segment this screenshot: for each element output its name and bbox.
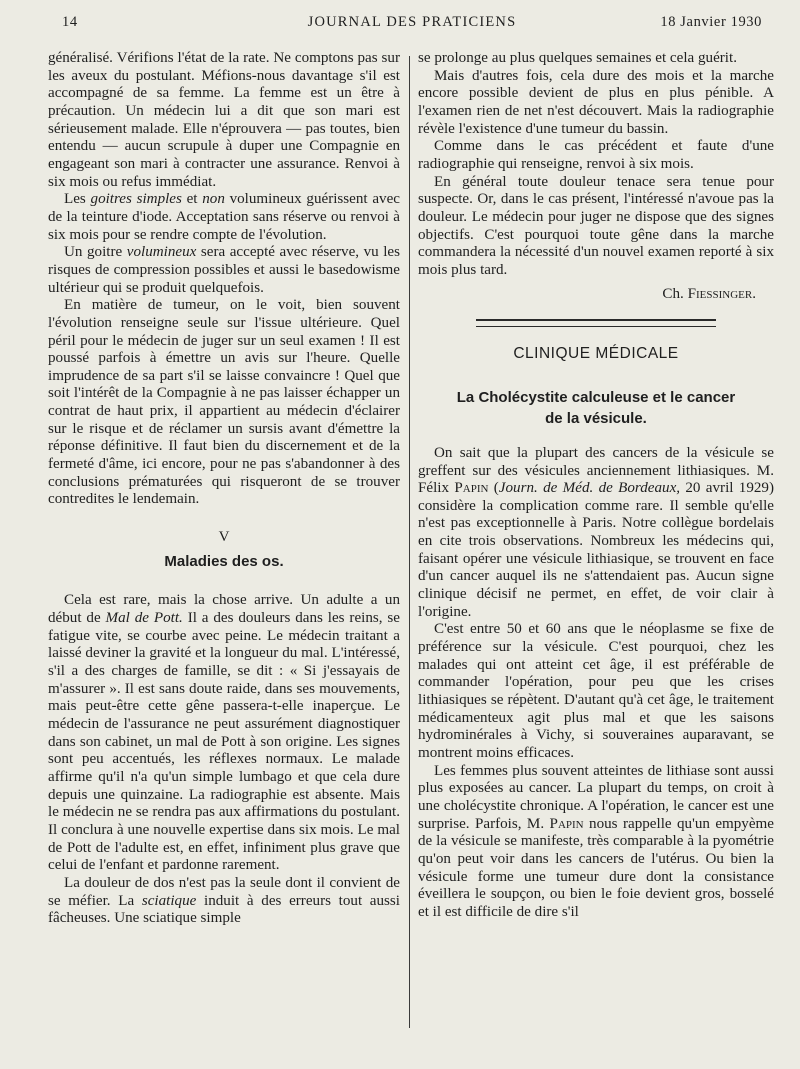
page-header — [62, 12, 762, 36]
text-run: Les femmes plus souvent atteintes de lithiase sont aussi plus exposées au cancer. La plupart du temps, on croit à une cholécystite chronique. A l'opération, le cancer est une surprise. Parfois, M. — [418, 762, 774, 832]
text-run: volumineux guérissent avec de la teinture d'iode. Acceptation sans réserve ou renvoi à six mois pour se rendre compte de l'évolution. — [48, 191, 400, 243]
text-run: nous rappelle qu'un empyème de la vésicule se manifeste, très comparable à la pyométrie qu'on peut voir dans les cancers de l'utérus. Ou bien la vésicule forme une tumeur dure dont la consistance éveillera le soupçon, ou bien le foie devient gros, bosselé et il est difficile de dire s'il — [418, 815, 774, 920]
italic-text: non — [202, 191, 225, 208]
issue-date: 18 Janvier 1930 — [660, 14, 762, 30]
article-title-line: La Cholécystite calculeuse et le cancer — [456, 388, 736, 406]
italic-text: volumineux — [126, 244, 197, 261]
rubric-heading: CLINIQUE MÉDICALE — [513, 345, 679, 363]
text-run: sera accepté avec réserve, vu les risques de compression possibles et aussi le basedowisme ultérieur qui se produit quelquefois. — [48, 244, 400, 296]
italic-text: goitres simples — [90, 191, 182, 208]
text-run: Cela est rare, mais la chose arrive. Un adulte a un début de — [48, 592, 400, 627]
text-run: et — [181, 191, 203, 208]
paragraph — [418, 763, 774, 922]
left-column — [48, 50, 400, 928]
right-column — [418, 50, 774, 922]
article-title — [418, 387, 774, 429]
paragraph: se prolonge au plus quelques semaines et cela guérit. — [418, 50, 737, 66]
paragraph: Mais d'autres fois, cela dure des mois et la marche encore possible devient de plus en plus pénible. A l'examen rien de net n'est découvert. Mais la radiographie révèle l'existence d'une tumeur du bassin. — [418, 67, 774, 137]
journal-title: JOURNAL DES PRATICIENS — [307, 14, 517, 30]
text-run: Les — [64, 191, 91, 208]
italic-text: Mal de Pott. — [105, 610, 183, 627]
italic-citation: Journ. de Méd. de Bordeaux, — [498, 480, 681, 497]
paragraph — [48, 244, 400, 297]
paragraph: Comme dans le cas précédent et faute d'une radiographie qui renseigne, renvoi à six mois. — [418, 138, 774, 172]
paragraph — [48, 191, 400, 244]
column-divider — [409, 56, 410, 1028]
text-run: Un goitre — [64, 244, 127, 261]
text-run: Il a des douleurs dans les reins, se fatigue vite, se courbe avec peine. Le médecin traitant a laissé deviner la gravité et la longueur du mal. L'intéressé, s'il a des charges de famille, se dit : « Si j'essayais de m'assurer ». Il est sans doute raide, dans ses mouvements, mais peut-être cette gêne passera-t-elle inaperçue. Le médecin de l'assurance ne peut assurément diagnostiquer dans son cabinet, un mal de Pott à son origine. Les signes sont peu accentués, les réflexes normaux. Le malade affirme qu'il n'a qu'un simple lumbago et que cela dure depuis une quinzaine. La radiographie est absente. Mais le médecin ne se rendra pas aux affirmations du postulant. Il conclura à une nouvelle expertise dans six mois. Le mal de Pott de l'adulte est, en effet, infiniment plus grave que celui de l'enfant et pardonne rarement. — [48, 610, 401, 874]
text-run: induit à des erreurs tout aussi fâcheuses. Une sciatique simple — [48, 892, 400, 927]
text-run: 20 avril 1929) considère la complication comme rare. Il semble qu'elle n'est pas exceptionnelle à Paris. Notre collègue bordelais en cite trois observations. Nombreux les médecins qui, faisant opérer une vésicule lithiasique, se trouvent en face d'un cancer auquel ils ne s'attendaient pas. Aucun signe clinique décisif ne permet, en effet, de voir clair à l'origine. — [418, 480, 774, 620]
author-name: Papin — [454, 480, 489, 497]
text-run: ( — [488, 480, 499, 497]
paragraph — [48, 875, 400, 928]
section-separator — [476, 319, 716, 327]
text-run: On sait que la plupart des cancers de la vésicule se greffent sur des vésicules anciennement lithiasiques. M. Félix — [418, 444, 774, 497]
paragraph: C'est entre 50 et 60 ans que le néoplasme se fixe de préférence sur la vésicule. C'est pourquoi, chez les malades qui ont atteint cet âge, il est préférable de commander l'opération, pour peu que les crises lithiasiques se répètent. D'autant qu'à cet âge, le traitement médicamenteux agit plus mal et que les saisons hydrominérales à Vichy, si souveraines auparavant, se montrent moins efficaces. — [418, 621, 774, 761]
paragraph: En matière de tumeur, on le voit, bien souvent l'évolution renseigne seule sur l'issue ultérieure. Quel péril pour le médecin de juger sur un seul examen ! Il est poussé parfois à émettre un avis sur l'heure. Quelle imprudence de sa part s'il se laisse convaincre ! Quel que soit l'intérêt de la Compagnie à ne pas laisser échapper un contrat de haut prix, il appartient au médecin d'éclairer sur le risque et de réclamer un sursis avant d'émettre la réponse définitive. Il faut bien du discernement et de la fermeté d'âme, ici encore, pour ne pas s'abandonner à des conclusions prématurées qui risqueront de se trouver contredites le lendemain. — [48, 297, 400, 508]
signature-initials: Ch. — [662, 285, 688, 302]
section-number: V — [218, 529, 230, 546]
text-run: La douleur de dos n'est pas la seule dont il convient de se méfier. La — [48, 874, 400, 909]
page-number: 14 — [62, 14, 78, 30]
author-signature — [418, 286, 774, 304]
paragraph: généralisé. Vérifions l'état de la rate. Ne comptons pas sur les aveux du postulant. Méfions-nous davantage s'il est accompagné de sa femme. La femme est un être à précaution. Un médecin lui a dit que son mari est sérieusement malade. Elle n'éprouvera — pas toutes, bien entendu — aucun scrupule à duper une Compagnie en engageant son mari à contracter une assurance. Renvoi à six mois ou refus immédiat. — [48, 50, 400, 190]
paragraph — [48, 592, 400, 875]
signature-name: Fiessinger. — [687, 285, 756, 302]
italic-text: sciatique — [141, 892, 197, 909]
paragraph — [418, 445, 774, 622]
author-name: Papin — [549, 815, 584, 832]
article-title-line: de la vésicule. — [545, 409, 647, 427]
paragraph: En général toute douleur tenace sera tenue pour suspecte. Or, dans le cas présent, l'intéressé n'avoue pas la douleur. Le médecin pour juger ne dispose que des signes objectifs. C'est pourquoi toute gêne dans la marche commandera la nécessité d'un nouvel examen reporté à six mois plus tard. — [418, 173, 774, 278]
section-title: Maladies des os. — [164, 552, 284, 570]
